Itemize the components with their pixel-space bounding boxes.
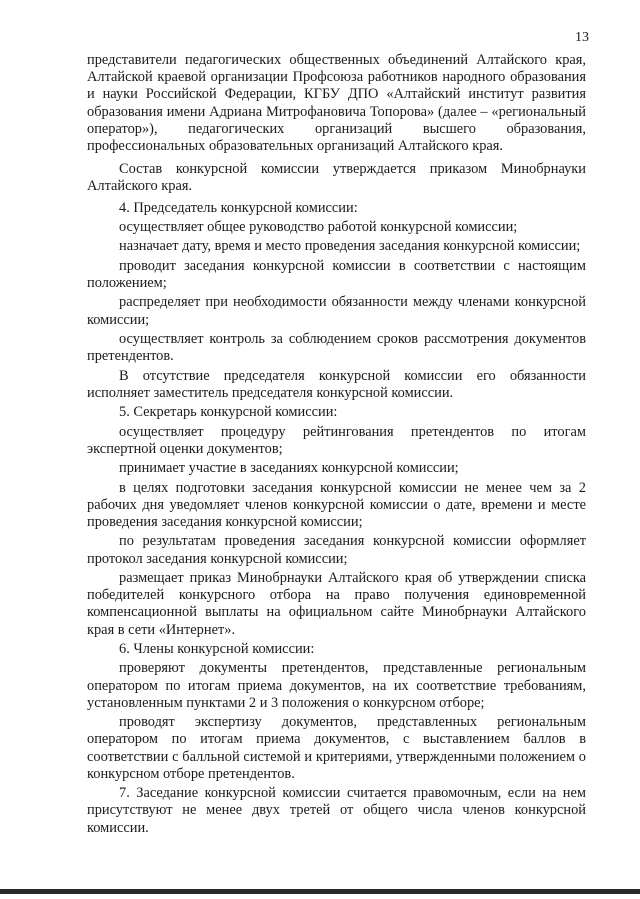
- scan-bottom-edge: [0, 889, 640, 894]
- paragraph-secretary-duty-5: размещает приказ Минобрнауки Алтайского края об утверждении списка победителей конкурсного отбора на право получения единовременной компенсационной выплаты на официальном сайте Минобрнауки Алтайского края в сети «Интернет».: [87, 569, 586, 638]
- paragraph-member-duty-2: проводят экспертизу документов, представленных региональным оператором по итогам приема документов, с выставлением баллов в соответствии с балльной системой и критериями, утвержденными положением о конкурсном отборе претендентов.: [87, 714, 586, 782]
- page-number: 13: [575, 30, 589, 45]
- paragraph-chair-duty-2: назначает дату, время и место проведения заседания конкурсной комиссии;: [119, 238, 581, 255]
- paragraph-chair-duty-1: осуществляет общее руководство работой конкурсной комиссии;: [119, 219, 518, 236]
- document-body: [87, 52, 586, 839]
- paragraph-secretary-duty-1: осуществляет процедуру рейтингования претендентов по итогам экспертной оценки документов;: [87, 423, 586, 457]
- paragraph-commission-members: представители педагогических общественных объединений Алтайского края, Алтайской краевой организации Профсоюза работников народного образования и науки Российской Федерации, КГБУ ДПО «Алтайский институт развития образования имени Адриана Митрофановича Топорова» (далее – «региональный оператор»), педагогических организаций высшего образования, профессиональных образовательных организаций Алтайского края.: [87, 52, 586, 155]
- paragraph-chair-absence: В отсутствие председателя конкурсной комиссии его обязанности исполняет заместитель председателя конкурсной комиссии.: [87, 367, 586, 401]
- paragraph-secretary-duty-4: по результатам проведения заседания конкурсной комиссии оформляет протокол заседания конкурсной комиссии;: [87, 533, 586, 567]
- paragraph-member-duty-1: проверяют документы претендентов, представленные региональным оператором по итогам приема документов, на их соответствие требованиям, установленным пунктами 2 и 3 положения о конкурсном отборе;: [87, 660, 586, 711]
- paragraph-section-5-heading: 5. Секретарь конкурсной комиссии:: [119, 404, 338, 421]
- paragraph-chair-duty-4: распределяет при необходимости обязанности между членами конкурсной комиссии;: [87, 294, 586, 328]
- paragraph-commission-composition: Состав конкурсной комиссии утверждается приказом Минобрнауки Алтайского края.: [87, 161, 586, 195]
- paragraph-section-7-quorum: 7. Заседание конкурсной комиссии считается правомочным, если на нем присутствуют не менее двух третей от общего числа членов конкурсной комиссии.: [87, 785, 586, 836]
- paragraph-section-4-heading: 4. Председатель конкурсной комиссии:: [119, 199, 358, 216]
- paragraph-secretary-duty-3: в целях подготовки заседания конкурсной комиссии не менее чем за 2 рабочих дня уведомляет членов конкурсной комиссии о дате, времени и месте проведения заседания конкурсной комиссии;: [87, 479, 586, 530]
- paragraph-section-6-heading: 6. Члены конкурсной комиссии:: [119, 640, 315, 657]
- paragraph-chair-duty-5: осуществляет контроль за соблюдением сроков рассмотрения документов претендентов.: [87, 330, 586, 365]
- paragraph-secretary-duty-2: принимает участие в заседаниях конкурсной комиссии;: [119, 460, 459, 477]
- paragraph-chair-duty-3: проводит заседания конкурсной комиссии в соответствии с настоящим положением;: [87, 257, 586, 291]
